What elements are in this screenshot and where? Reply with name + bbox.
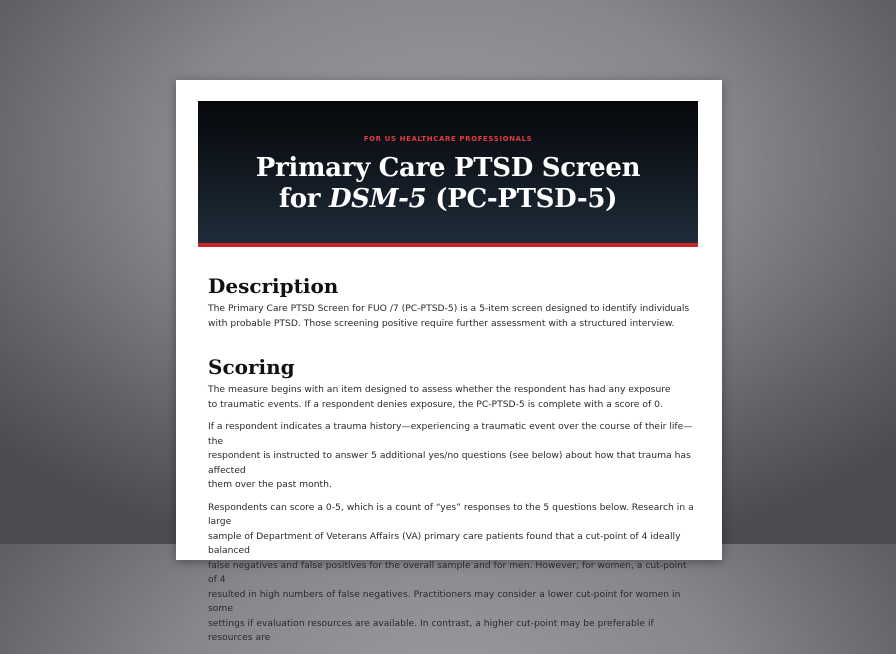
paragraph-line: Respondents can score a 0-5, which is a count of “yes” responses to the 5 questions below. Research in a large <box>208 501 694 527</box>
document-page <box>176 80 722 643</box>
paragraph-line: to traumatic events. If a respondent denies exposure, the PC-PTSD-5 is complete with a score of 0. <box>208 398 663 410</box>
scoring-heading: Scoring <box>208 355 295 379</box>
audience-label: FOR US HEALTHCARE PROFESSIONALS <box>363 135 533 143</box>
document-body <box>208 274 696 654</box>
scoring-paragraph-3 <box>208 501 696 646</box>
title-acronym: (PC-PTSD-5) <box>426 184 618 214</box>
paragraph-line: them over the past month. <box>208 479 332 490</box>
description-heading: Description <box>208 274 339 298</box>
header-banner <box>198 101 698 247</box>
paragraph-line: sample of Department of Veterans Affairs (VA) primary care patients found that a cut-point of 4 ideally balanced <box>208 530 681 556</box>
title-line-1: Primary Care PTSD Screen <box>255 153 641 183</box>
title-dsm: DSM-5 <box>328 184 427 214</box>
description-paragraph <box>208 302 696 331</box>
title-line-2 <box>198 184 698 215</box>
description-line: The Primary Care PTSD Screen for FUO /7 (PC-PTSD-5) is a 5-item screen designed to identify individuals <box>208 303 690 314</box>
title-for: for <box>278 184 329 214</box>
description-line: with probable PTSD. Those screening positive require further assessment with a structured interview. <box>208 317 675 329</box>
paragraph-line: respondent is instructed to answer 5 additional yes/no questions (see below) about how that trauma has affected <box>208 450 691 476</box>
document-title <box>198 153 698 215</box>
paragraph-line: settings if evaluation resources are available. In contrast, a higher cut-point may be preferable if resources are <box>208 617 654 643</box>
scoring-paragraph-1 <box>208 383 696 412</box>
paragraph-line: The measure begins with an item designed to assess whether the respondent has had any exposure <box>208 384 671 395</box>
scoring-paragraph-2 <box>208 420 696 493</box>
paragraph-line: false negatives and false positives for the overall sample and for men. However, for women, a cut-point of 4 <box>208 559 687 585</box>
paragraph-line: If a respondent indicates a trauma history—experiencing a traumatic event over the course of their life—the <box>208 421 693 447</box>
paragraph-line: resulted in high numbers of false negatives. Practitioners may consider a lower cut-point for women in some <box>208 588 681 614</box>
